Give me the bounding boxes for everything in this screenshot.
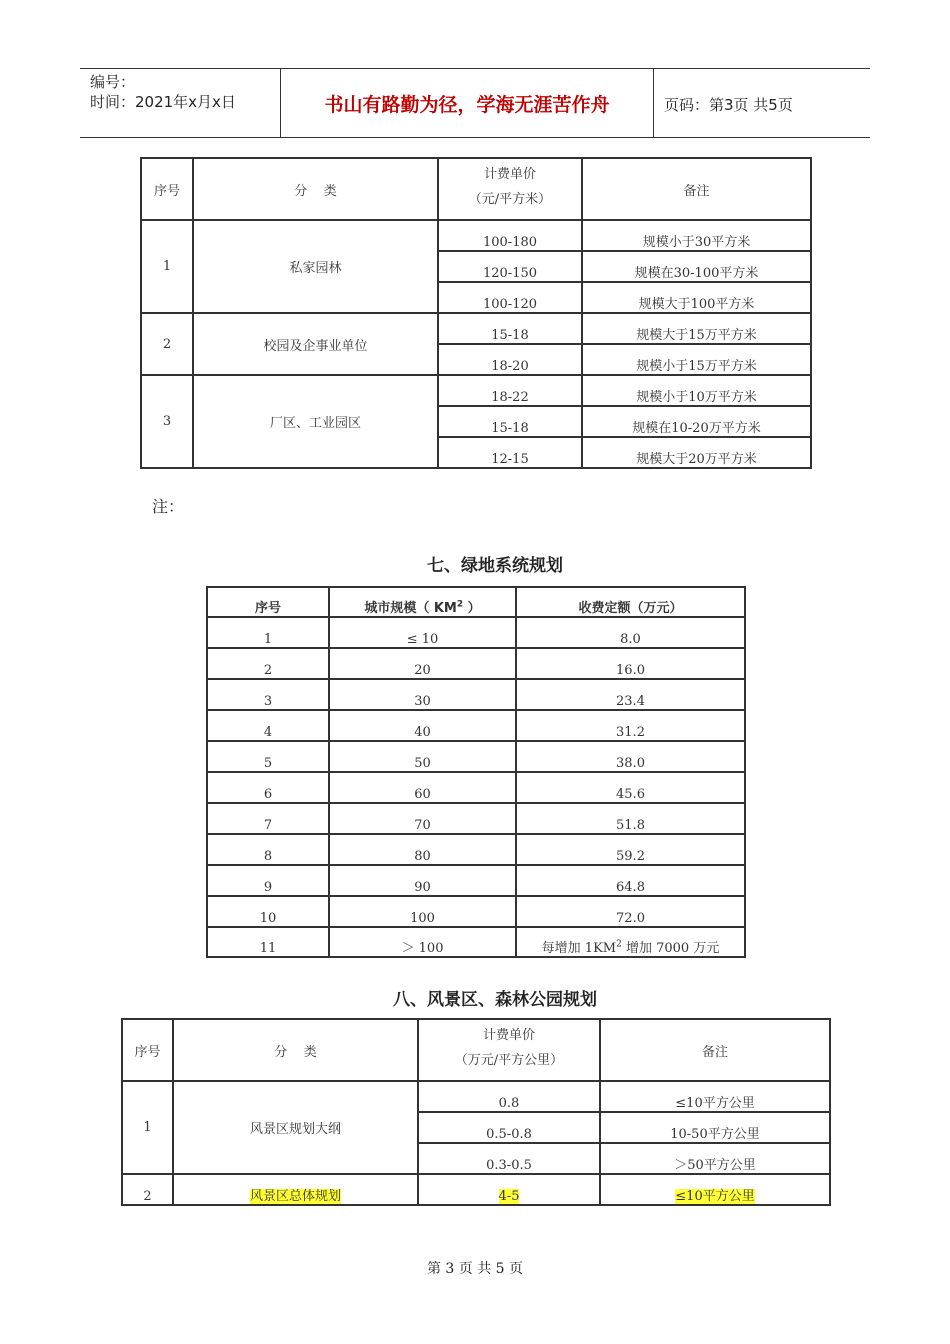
table-row (207, 679, 745, 710)
row-seq: 8 (207, 834, 329, 865)
row-remark: 规模大于20万平方米 (582, 437, 811, 468)
row-remark: 规模大于100平方米 (582, 282, 811, 313)
row-fee: 59.2 (516, 834, 745, 865)
row-remark: 规模大于15万平方米 (582, 313, 811, 344)
row-fee: 45.6 (516, 772, 745, 803)
row-fee: 23.4 (516, 679, 745, 710)
table-header-row (122, 1019, 830, 1081)
row-scale: ≤ 10 (329, 617, 516, 648)
highlighted-category: 风景区总体规划 (249, 1189, 341, 1204)
header-category: 分 类 (173, 1019, 418, 1081)
time-label: 时间：2021年x月x日 (90, 93, 236, 111)
header-remark: 备注 (600, 1019, 830, 1081)
section-7-title: 七、绿地系统规划 (427, 556, 563, 576)
table-row (207, 772, 745, 803)
row-seq: 2 (122, 1174, 173, 1205)
table-row (207, 648, 745, 679)
header-scale-text: 城市规模（ KM (364, 601, 457, 616)
row-seq: 4 (207, 710, 329, 741)
row-price: 12-15 (438, 437, 582, 468)
header-seq: 序号 (141, 158, 193, 220)
header-price-line2: （万元/平方公里） (454, 1053, 564, 1068)
row-category (173, 1174, 418, 1205)
row-fee-text: 每增加 1KM (541, 941, 617, 956)
row-fee: 51.8 (516, 803, 745, 834)
section-8-title: 八、风景区、森林公园规划 (393, 990, 597, 1010)
row-scale: 50 (329, 741, 516, 772)
header-fee: 收费定额（万元） (516, 587, 745, 617)
header-price (438, 158, 582, 220)
row-seq: 1 (141, 220, 193, 313)
header-price-line2: （元/平方米） (468, 192, 552, 207)
row-price: 18-22 (438, 375, 582, 406)
row-seq: 5 (207, 741, 329, 772)
row-price: 15-18 (438, 313, 582, 344)
page-footer: 第 3 页 共 5 页 (426, 1261, 524, 1277)
row-seq: 3 (141, 375, 193, 468)
row-scale: 60 (329, 772, 516, 803)
page-label: 页码：第3页 共5页 (664, 96, 793, 114)
header-scale-sup: 2 (456, 599, 464, 610)
row-price: 100-120 (438, 282, 582, 313)
table-row (207, 896, 745, 927)
row-price: 0.5-0.8 (418, 1112, 600, 1143)
row-remark: 规模小于30平方米 (582, 220, 811, 251)
table-header-row (141, 158, 811, 220)
row-fee: 64.8 (516, 865, 745, 896)
row-remark: 规模在30-100平方米 (582, 251, 811, 282)
row-remark: 10-50平方公里 (600, 1112, 830, 1143)
row-scale: 30 (329, 679, 516, 710)
header-meta (80, 69, 281, 137)
row-seq: 11 (207, 927, 329, 957)
row-remark: 规模小于10万平方米 (582, 375, 811, 406)
note-label: 注： (152, 497, 185, 516)
row-seq: 7 (207, 803, 329, 834)
table-row (141, 375, 811, 406)
table-row (122, 1081, 830, 1112)
page-header (80, 68, 870, 138)
row-seq: 6 (207, 772, 329, 803)
table-row (122, 1174, 830, 1205)
row-remark: ＞50平方公里 (600, 1143, 830, 1174)
number-label: 编号： (90, 73, 136, 91)
row-remark (600, 1174, 830, 1205)
table-row (207, 741, 745, 772)
row-seq: 2 (207, 648, 329, 679)
row-fee: 16.0 (516, 648, 745, 679)
table-row (207, 710, 745, 741)
row-category: 厂区、工业园区 (193, 375, 438, 468)
table-row (207, 834, 745, 865)
row-seq: 1 (122, 1081, 173, 1174)
row-scale: ＞ 100 (329, 927, 516, 957)
table-row (141, 220, 811, 251)
table-header-row (207, 587, 745, 617)
motto: 书山有路勤为径，学海无涯苦作舟 (281, 69, 654, 137)
row-fee: 38.0 (516, 741, 745, 772)
row-fee-sup: 2 (616, 939, 622, 950)
table-row (207, 803, 745, 834)
row-category: 风景区规划大纲 (173, 1081, 418, 1174)
row-fee (516, 927, 745, 957)
row-fee: 31.2 (516, 710, 745, 741)
header-category: 分 类 (193, 158, 438, 220)
row-seq: 3 (207, 679, 329, 710)
landscape-fee-table (140, 157, 812, 469)
table-row (141, 313, 811, 344)
row-fee: 8.0 (516, 617, 745, 648)
row-remark: 规模小于15万平方米 (582, 344, 811, 375)
row-fee: 72.0 (516, 896, 745, 927)
header-scale-close: ） (463, 601, 481, 616)
row-scale: 40 (329, 710, 516, 741)
row-scale: 20 (329, 648, 516, 679)
row-remark: ≤10平方公里 (600, 1081, 830, 1112)
row-price: 15-18 (438, 406, 582, 437)
row-price: 100-180 (438, 220, 582, 251)
header-seq: 序号 (207, 587, 329, 617)
row-seq: 1 (207, 617, 329, 648)
row-scale: 70 (329, 803, 516, 834)
row-price: 0.3-0.5 (418, 1143, 600, 1174)
row-seq: 10 (207, 896, 329, 927)
header-price-line1: 计费单价 (482, 1028, 535, 1043)
greenbelt-fee-table (206, 586, 746, 958)
row-price: 0.8 (418, 1081, 600, 1112)
table-row (207, 927, 745, 957)
highlighted-remark: ≤10平方公里 (675, 1189, 755, 1204)
header-price-line1: 计费单价 (483, 167, 536, 182)
row-scale: 90 (329, 865, 516, 896)
row-remark: 规模在10-20万平方米 (582, 406, 811, 437)
row-seq: 9 (207, 865, 329, 896)
header-seq: 序号 (122, 1019, 173, 1081)
row-scale: 100 (329, 896, 516, 927)
row-scale: 80 (329, 834, 516, 865)
header-scale (329, 587, 516, 617)
scenic-fee-table (121, 1018, 831, 1206)
row-category: 校园及企事业单位 (193, 313, 438, 375)
row-fee-tail: 增加 7000 万元 (621, 941, 720, 956)
row-category: 私家园林 (193, 220, 438, 313)
highlighted-price: 4-5 (498, 1189, 520, 1204)
header-remark: 备注 (582, 158, 811, 220)
table-row (207, 865, 745, 896)
header-price (418, 1019, 600, 1081)
row-price: 18-20 (438, 344, 582, 375)
row-seq: 2 (141, 313, 193, 375)
row-price (418, 1174, 600, 1205)
table-row (207, 617, 745, 648)
row-price: 120-150 (438, 251, 582, 282)
